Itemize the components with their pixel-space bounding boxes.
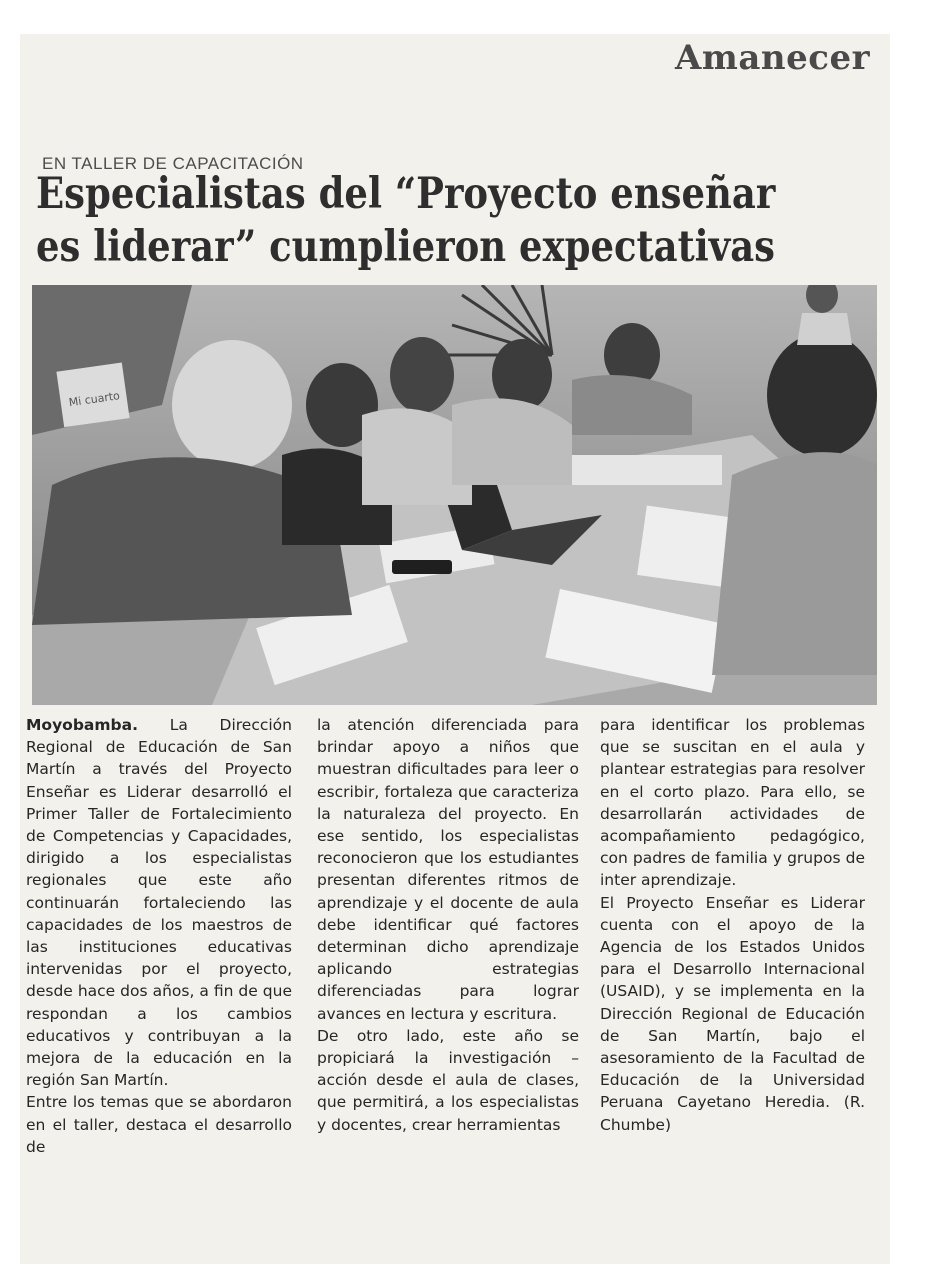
paragraph: para identificar los problemas que se suscitan en el aula y plantear estrategias para resolver en el corto plazo. Para ello, se desarrollarán actividades de acompañamiento pedagógico, con padres de familia y grupos de inter aprendizaje. (600, 716, 865, 890)
article-column-1 (26, 714, 292, 1158)
article-column-2 (317, 714, 579, 1136)
headline (36, 168, 776, 274)
paragraph: El Proyecto Enseñar es Liderar cuenta con el apoyo de la Agencia de los Estados Unidos para el Desarrollo Internacional (USAID), y se implementa en la Dirección Regional de Educación de San Martín, bajo el asesoramiento de la Facultad de Educación de la Universidad Peruana Cayetano Heredia. (R. Chumbe) (600, 893, 865, 1134)
paragraph: De otro lado, este año se propiciará la investigación – acción desde el aula de clases, que permitirá, a los especialistas y docentes, crear herramientas (317, 1026, 579, 1134)
phone (392, 560, 452, 574)
paragraph: Entre los temas que se abordaron en el taller, destaca el desarrollo de (26, 1093, 292, 1156)
article-column-3 (600, 714, 865, 1136)
kicker: EN TALLER DE CAPACITACIÓN (42, 154, 304, 173)
paragraph: la atención diferenciada para brindar apoyo a niños que muestran dificultades para leer o escribir, fortaleza que caracteriza la naturaleza del proyecto. En ese sentido, los especialistas reconocieron que los estudiantes presentan diferentes ritmos de aprendizaje y el docente de aula debe identificar qué factores determinan dicho aprendizaje aplicando estrategias diferenciadas para lograr avances en lectura y escritura. (317, 716, 579, 1023)
paragraph: La Dirección Regional de Educación de San Martín a través del Proyecto Enseñar es Liderar desarrolló el Primer Taller de Fortalecimiento de Competencias y Capacidades, dirigido a los especialistas regionales que este año continuarán fortaleciendo las capacidades de los maestros de las instituciones educativas intervenidas por el proyecto, desde hace dos años, a fin de que respondan a los cambios educativos y contribuyan a la mejora de la educación en la región San Martín. (26, 716, 292, 1090)
headline-line-1: Especialistas del “Proyecto enseñar (36, 169, 776, 219)
masthead: Amanecer (675, 38, 870, 78)
headline-line-2: es liderar” cumplieron expectativas (36, 222, 775, 272)
dateline: Moyobamba. (26, 716, 138, 734)
svg-text:Mi cuarto: Mi cuarto (67, 389, 121, 410)
photo-scene (32, 285, 877, 705)
news-photo (32, 285, 877, 705)
